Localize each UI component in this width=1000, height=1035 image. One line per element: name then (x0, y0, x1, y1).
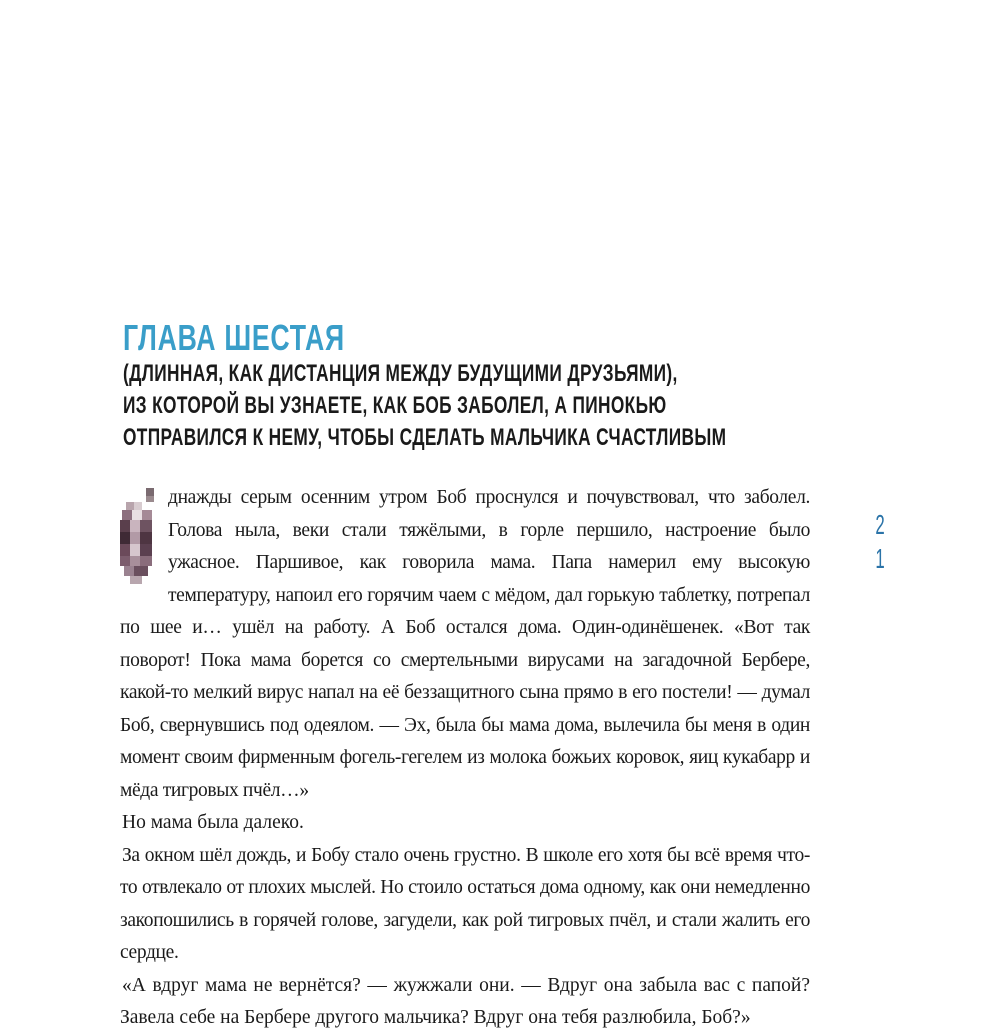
paragraph (120, 482, 810, 807)
paragraph (120, 807, 810, 840)
chapter-subtitle (123, 358, 883, 454)
drop-cap-image (120, 488, 160, 588)
paragraph-text: За окном шёл дождь, и Бобу стало очень грустно. В школе его хотя бы всё время что-то отвлекало от плохих мыслей. Но стоило остаться дома одному, как они немедленно закопошились в горячей голове, загудели, как рой тигровых пчёл, и стали жалить его сердце. (120, 844, 810, 963)
chapter-body (120, 482, 810, 1035)
page-number-digit: 1 (875, 543, 885, 574)
paragraph (120, 840, 810, 970)
subtitle-line: (ДЛИННАЯ, КАК ДИСТАНЦИЯ МЕЖДУ БУДУЩИМИ ДРУЗЬЯМИ), (123, 360, 678, 387)
paragraph-text: «А вдруг мама не вернётся? — жужжали они. — Вдруг она забыла вас с папой? Завела себе на Бербере другого мальчика? Вдруг она тебя разлюбила, Боб?» (120, 974, 810, 1028)
chapter-title: ГЛАВА ШЕСТАЯ (123, 317, 345, 358)
page-number-digit: 2 (875, 509, 885, 540)
subtitle-line: ОТПРАВИЛСЯ К НЕМУ, ЧТОБЫ СДЕЛАТЬ МАЛЬЧИКА СЧАСТЛИВЫМ (123, 424, 727, 451)
paragraph-text: днажды серым осенним утром Боб проснулся и почувствовал, что заболел. Голова ныла, веки стали тяжёлыми, в горле першило, настроение было ужасное. Паршивое, как говорила мама. Папа намерил ему высокую температуру, напоил его горячим чаем с мёдом, дал горькую таблетку, потрепал по шее и… ушёл на работу. А Боб остался дома. Один-одинёшенек. «Вот так поворот! Пока мама борется со смертельными вирусами на загадочной Бербере, какой-то мелкий вирус напал на её беззащитного сына прямо в его постели! — думал Боб, свернувшись под одеялом. — Эх, была бы мама дома, вылечила бы меня в один момент своим фирменным фогель-гегелем из молока божьих коровок, яиц кукабарр и мёда тигровых пчёл…» (120, 487, 810, 801)
paragraph (120, 970, 810, 1035)
page-number (870, 508, 890, 576)
paragraph-text: Но мама была далеко. (122, 812, 304, 833)
subtitle-line: ИЗ КОТОРОЙ ВЫ УЗНАЕТЕ, КАК БОБ ЗАБОЛЕЛ, А ПИНОКЬЮ (123, 392, 667, 419)
